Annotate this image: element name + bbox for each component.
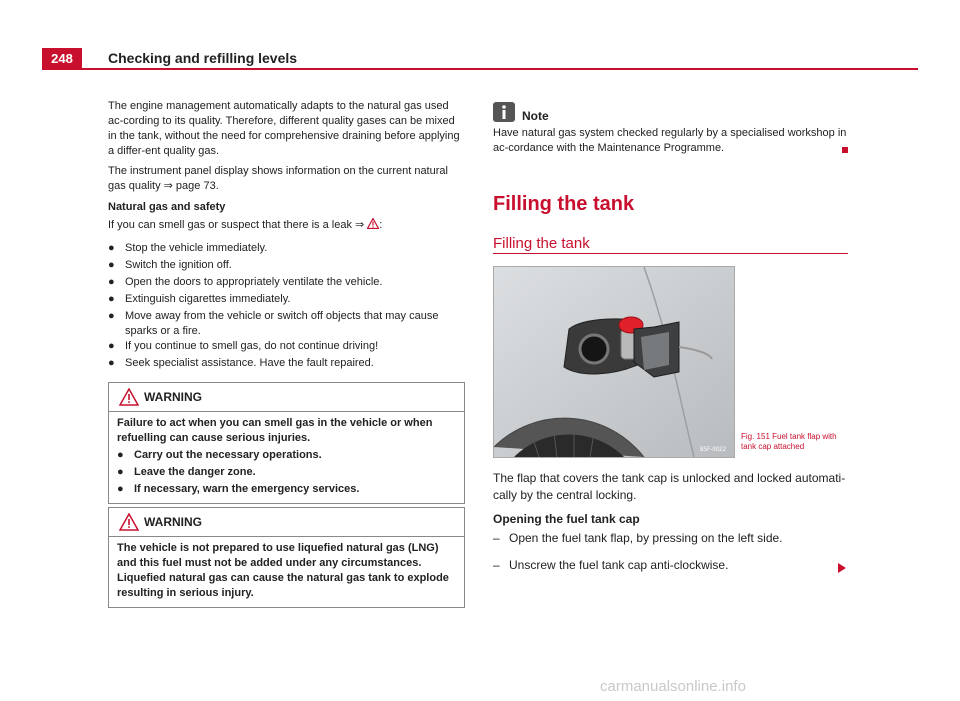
flap-description: The flap that covers the tank cap is unlocked and locked automati-cally by the central locking. bbox=[493, 471, 846, 502]
bullet-icon: ● bbox=[108, 276, 115, 288]
bullet-icon: ● bbox=[117, 449, 124, 461]
watermark: carmanualsonline.info bbox=[600, 678, 746, 695]
note-text: Have natural gas system checked regularly by a specialised workshop in ac-cordance with the Maintenance Programme. bbox=[493, 127, 847, 154]
warning-triangle-icon bbox=[119, 388, 139, 406]
warning-label: WARNING bbox=[144, 515, 202, 529]
list-item-text: Open the doors to appropriately ventilate the vehicle. bbox=[125, 276, 383, 288]
warning-triangle-icon bbox=[367, 218, 379, 229]
bullet-icon: ● bbox=[108, 259, 115, 271]
bullet-icon: ● bbox=[108, 340, 115, 352]
warning-box-header bbox=[109, 508, 464, 537]
continue-arrow-icon bbox=[838, 563, 846, 573]
bullet-icon: ● bbox=[117, 483, 124, 495]
warning-list-text: Carry out the necessary operations. bbox=[134, 449, 322, 461]
fuel-flap-illustration bbox=[494, 267, 734, 457]
instrument-paragraph-text: The instrument panel display shows information on the current natural gas quality bbox=[108, 165, 448, 192]
header-rule bbox=[42, 68, 918, 70]
warning-box-gas-smell bbox=[108, 382, 465, 504]
safety-intro bbox=[108, 218, 465, 233]
list-item-text: Stop the vehicle immediately. bbox=[125, 242, 268, 254]
warning-text: Failure to act when you can smell gas in the vehicle or when refuelling can cause serious injuries. bbox=[117, 417, 433, 444]
warning-triangle-icon bbox=[119, 513, 139, 531]
warning-list-item bbox=[117, 465, 456, 480]
list-item-text: Seek specialist assistance. Have the fault repaired. bbox=[125, 357, 374, 369]
warning-text: The vehicle is not prepared to use liquefied natural gas (LNG) and this fuel must not be added under any circumstances. Liquefied natural gas can cause the natural gas tank to explode resulting in serious injury. bbox=[117, 542, 449, 599]
list-item-text: If you continue to smell gas, do not continue driving! bbox=[125, 340, 379, 352]
page-header-title: Checking and refilling levels bbox=[108, 50, 298, 66]
bullet-icon: ● bbox=[108, 310, 115, 322]
warning-list-item bbox=[117, 482, 456, 497]
bullet-icon: ● bbox=[108, 242, 115, 254]
section-heading: Filling the tank bbox=[493, 193, 635, 215]
figure-code: B5F-0022 bbox=[700, 446, 726, 453]
step-text: Open the fuel tank flap, by pressing on the left side. bbox=[509, 531, 783, 545]
note-label: Note bbox=[522, 109, 549, 123]
warning-list-text: Leave the danger zone. bbox=[134, 466, 256, 478]
bullet-icon: ● bbox=[117, 466, 124, 478]
warning-box-header bbox=[109, 383, 464, 412]
fuel-flap-figure bbox=[493, 266, 735, 458]
subsection-rule bbox=[493, 253, 848, 254]
list-item-text: Move away from the vehicle or switch off objects that may cause sparks or a fire. bbox=[125, 310, 439, 337]
list-item-text: Extinguish cigarettes immediately. bbox=[125, 293, 291, 305]
bullet-icon: ● bbox=[108, 293, 115, 305]
bullet-icon: ● bbox=[108, 357, 115, 369]
instrument-paragraph bbox=[108, 164, 465, 194]
page-reference-link[interactable]: ⇒ page 73. bbox=[163, 180, 219, 192]
step-text: Unscrew the fuel tank cap anti-clockwise. bbox=[509, 558, 729, 572]
warning-list-item bbox=[117, 448, 456, 463]
step-dash: – bbox=[493, 531, 500, 545]
safety-intro-text: If you can smell gas or suspect that there is a leak ⇒ bbox=[108, 219, 368, 231]
warning-box-lng bbox=[108, 507, 465, 608]
section-end-marker bbox=[842, 147, 848, 153]
opening-heading: Opening the fuel tank cap bbox=[493, 512, 640, 526]
page-number: 248 bbox=[42, 48, 82, 70]
info-icon bbox=[493, 102, 515, 122]
safety-intro-colon: : bbox=[379, 219, 383, 231]
warning-list-text: If necessary, warn the emergency services. bbox=[134, 483, 360, 495]
subsection-heading: Filling the tank bbox=[493, 235, 590, 252]
intro-paragraph: The engine management automatically adapts to the natural gas used ac-cording to its quality. Therefore, different quality gases can be mixed in the tank, without the need for comprehensive draining before applying a differ-ent quality gas. bbox=[108, 100, 460, 157]
step-dash: – bbox=[493, 558, 500, 572]
warning-label: WARNING bbox=[144, 390, 202, 404]
figure-caption: Fig. 151 Fuel tank flap with tank cap attached bbox=[741, 432, 837, 451]
safety-heading: Natural gas and safety bbox=[108, 201, 226, 213]
list-item-text: Switch the ignition off. bbox=[125, 259, 232, 271]
